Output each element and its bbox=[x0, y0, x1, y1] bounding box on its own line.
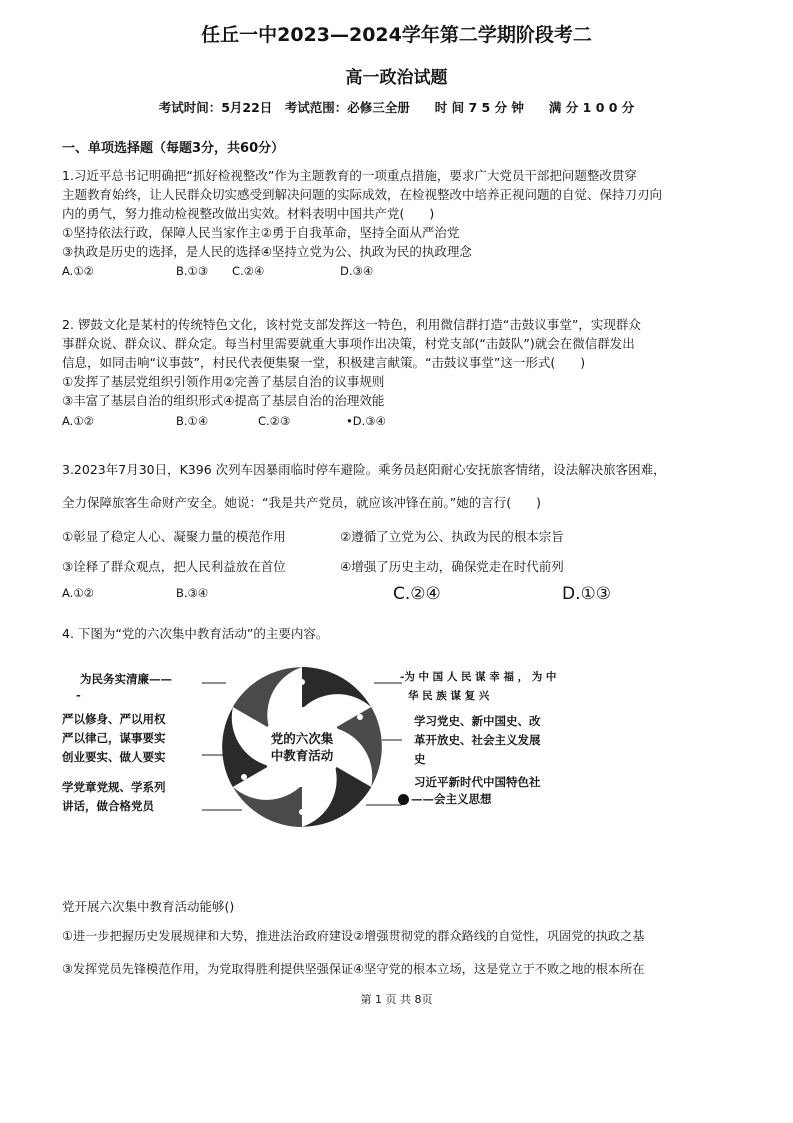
diagram-right-label: 学习党史、新中国史、改 bbox=[414, 714, 541, 728]
q2-option-d: •D.③④ bbox=[346, 414, 386, 428]
q2-option-a: A.①② bbox=[62, 414, 94, 428]
diagram-left-label: 严以律己，谋事要实 bbox=[62, 731, 166, 745]
q3-line: 全力保障旅客生命财产安全。她说：“我是共产党员，就应该冲锋在前。”她的言行( ) bbox=[62, 495, 541, 510]
q3-option-c: C.②④ bbox=[393, 584, 441, 604]
blade-dot bbox=[299, 809, 305, 815]
diagram-left-label: - bbox=[76, 688, 81, 702]
emblem-center bbox=[262, 707, 342, 787]
q1-line: 1.习近平总书记明确把“抓好检视整改”作为主题教育的一项重点措施，要求广大党员干部把问题整改贯穿 bbox=[62, 168, 637, 183]
page-number: 第 1 页 共 8页 bbox=[360, 993, 433, 1006]
diagram-right-label: 习近平新时代中国特色社 bbox=[414, 775, 541, 789]
q1-option-b: B.①③ bbox=[176, 264, 209, 278]
spiral-blade bbox=[302, 667, 371, 709]
q2-line: 事群众说、群众议、群众定。每当村里需要就重大事项作出决策，村党支部(“击鼓队”)就会在微信群发出 bbox=[62, 336, 635, 351]
q2-line: ③丰富了基层自治的组织形式④提高了基层自治的治理效能 bbox=[62, 393, 385, 408]
q1-option-a: A.①② bbox=[62, 264, 94, 278]
diagram-right-label: -为 中 国 人 民 谋 幸 福 ， 为 中 bbox=[400, 671, 557, 683]
diagram-left-label: 为民务实清廉—— bbox=[80, 672, 172, 686]
q2-line: ①发挥了基层党组织引领作用②完善了基层自治的议事规则 bbox=[62, 374, 385, 389]
q1-option-d: D.③④ bbox=[340, 264, 374, 278]
q3-option-b: B.③④ bbox=[176, 586, 209, 600]
exam-meta: 考试时间：5月22日 考试范围：必修三全册 时 间 7 5 分 钟 满 分 1 0 0 分 bbox=[158, 100, 635, 115]
q3-option-a: A.①② bbox=[62, 586, 94, 600]
q1-line: 主题教育始终，让人民群众切实感受到解决问题的实际成效，在检视整改中培养正视问题的自觉、保持刀刃向 bbox=[62, 187, 663, 202]
bullet-dot bbox=[398, 794, 409, 805]
education-activities-diagram bbox=[62, 660, 602, 835]
diagram-right-label: 史 bbox=[414, 752, 426, 766]
q1-line: ①坚持依法行政，保障人民当家作主②勇于自我革命，坚持全面从严治党 bbox=[62, 225, 460, 240]
q1-option-c: C.②④ bbox=[232, 264, 265, 278]
blade-dot bbox=[241, 774, 247, 780]
q4-intro: 4. 下图为“党的六次集中教育活动”的主要内容。 bbox=[62, 626, 329, 641]
q3-choice: ④增强了历史主动，确保党走在时代前列 bbox=[340, 559, 564, 574]
q4-stem: 党开展六次集中教育活动能够() bbox=[62, 899, 235, 914]
diagram-right-label: 华 民 族 谋 复 兴 bbox=[408, 690, 490, 702]
diagram-right-label: 革开放史、社会主义发展 bbox=[414, 733, 541, 747]
emblem-center-text: 中教育活动 bbox=[270, 748, 334, 763]
exam-title: 任丘一中2023—2024学年第二学期阶段考二 bbox=[201, 24, 592, 46]
diagram-left-label: 创业要实、做人要实 bbox=[62, 750, 166, 764]
q3-choice: ②遵循了立党为公、执政为民的根本宗旨 bbox=[340, 529, 564, 544]
section-title: 一、单项选择题（每题3分，共60分） bbox=[62, 141, 285, 156]
diagram-left-label: 讲话，做合格党员 bbox=[62, 799, 154, 813]
blade-dot bbox=[357, 714, 363, 720]
q2-line: 信息，如同击响“议事鼓”，村民代表便集聚一堂，积极建言献策。“击鼓议事堂”这一形式( ) bbox=[62, 355, 586, 370]
q4-choice: ③发挥党员先锋模范作用，为党取得胜利提供坚强保证④坚守党的根本立场，这是党立于不败之地的根本所在 bbox=[62, 962, 645, 976]
q3-choice: ①彰显了稳定人心、凝聚力量的模范作用 bbox=[62, 529, 286, 544]
q3-option-d: D.①③ bbox=[562, 584, 611, 604]
diagram-left-label: 学党章党规、学系列 bbox=[62, 780, 166, 794]
diagram-left-label: 严以修身、严以用权 bbox=[62, 712, 166, 726]
q1-line: ③执政是历史的选择，是人民的选择④坚持立党为公、执政为民的执政理念 bbox=[62, 244, 472, 259]
q2-line: 2. 锣鼓文化是某村的传统特色文化，该村党支部发挥这一特色，利用微信群打造“击鼓议事堂”，实现群众 bbox=[62, 317, 641, 332]
q3-line: 3.2023年7月30日，K396 次列车因暴雨临时停车避险。乘务员赵阳耐心安抚旅客情绪，设法解决旅客困难， bbox=[62, 462, 666, 477]
spiral-blade bbox=[233, 785, 302, 827]
q2-option-b: B.①④ bbox=[176, 414, 209, 428]
q3-choice: ③诠释了群众观点，把人民利益放在首位 bbox=[62, 559, 286, 574]
exam-subtitle: 高一政治试题 bbox=[345, 68, 448, 88]
q1-line: 内的勇气，努力推动检视整改做出实效。材料表明中国共产党( ) bbox=[62, 206, 435, 221]
q4-choice: ①进一步把握历史发展规律和大势，推进法治政府建设②增强贯彻党的群众路线的自觉性，巩固党的执政之基 bbox=[62, 929, 645, 943]
blade-dot bbox=[299, 679, 305, 685]
q2-option-c: C.②③ bbox=[258, 414, 291, 428]
diagram-right-label: ——会主义思想 bbox=[411, 792, 492, 806]
spiral-emblem bbox=[202, 660, 402, 835]
emblem-center-text: 党的六次集 bbox=[270, 731, 334, 746]
